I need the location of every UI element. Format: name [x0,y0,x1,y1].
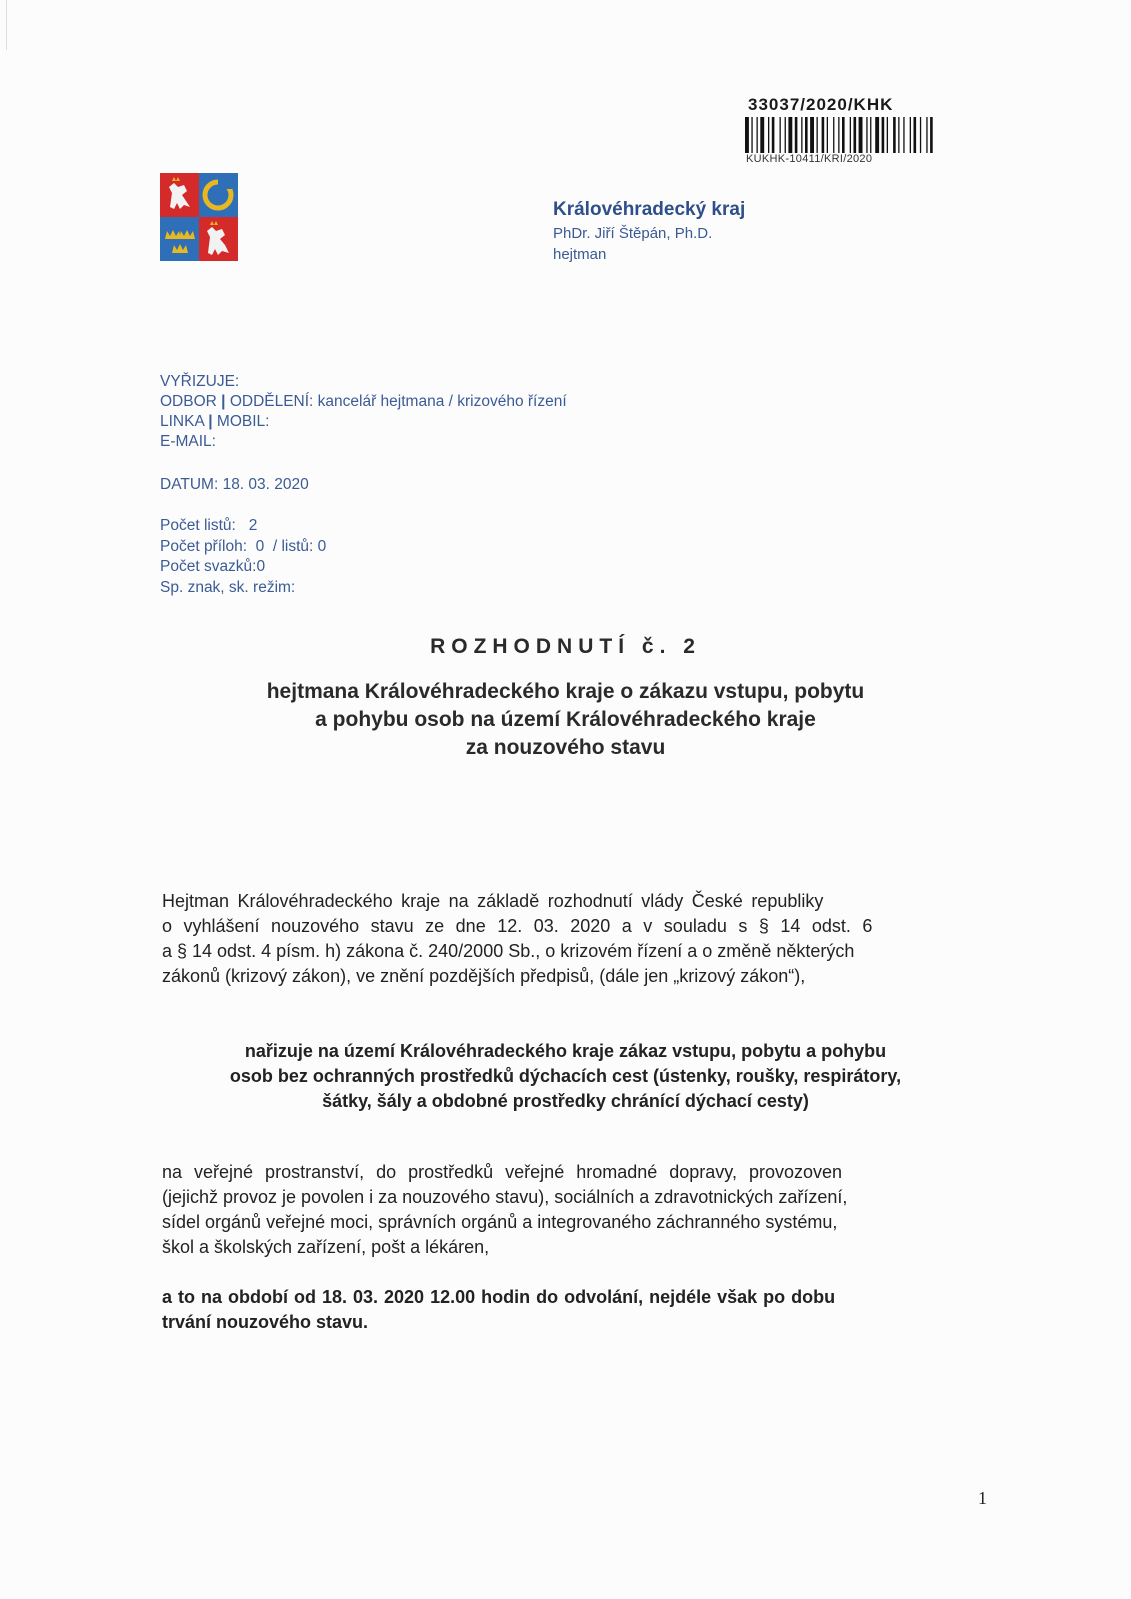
meta-date: DATUM: 18. 03. 2020 [160,476,309,493]
period-paragraph [162,1285,988,1335]
intro-line: Hejtman Královéhradeckého kraje na základě rozhodnutí vlády České republiky [162,891,824,911]
meta-sheets: Počet listů: 2 [160,517,258,534]
decision-subtitle-line2: a pohybu osob na území Královéhradeckého kraje [315,708,816,731]
official-role: hejtman [553,246,607,263]
meta-department [160,392,567,413]
meta-mark: Sp. znak, sk. režim: [160,579,296,596]
scope-line: sídel orgánů veřejné moci, správních orgánů a integrovaného záchranného systému, [162,1212,838,1232]
decision-subtitle-line3: za nouzového stavu [465,736,666,759]
intro-line: zákonů (krizový zákon), ve znění pozdějších předpisů, (dále jen „krizový zákon“), [162,966,806,986]
meta-handled-by: VYŘIZUJE: [160,373,240,390]
scope-line: (jejichž provoz je povolen i za nouzového stavu), sociálních a zdravotnických zařízení, [162,1187,848,1207]
reference-number: 33037/2020/KHK [748,95,894,114]
order-line2: osob bez ochranných prostředků dýchacích cest (ústenky, roušky, respirátory, [229,1066,902,1086]
order-line3: šátky, šály a obdobné prostředky chránící dýchací cesty) [322,1091,809,1111]
order-line1: nařizuje na území Královéhradeckého kraje zákaz vstupu, pobytu a pohybu [244,1041,887,1061]
official-name: PhDr. Jiří Štěpán, Ph.D. [553,225,713,242]
decision-heading: ROZHODNUTÍ č. 2 [430,635,701,658]
scope-paragraph [162,1160,988,1260]
intro-line: o vyhlášení nouzového stavu ze dne 12. 03. 2020 a v souladu s § 14 odst. 6 [162,916,873,936]
meta-phone-label-b: MOBIL: [216,413,270,430]
barcode-text: KUKHK-10411/KRI/2020 [746,153,873,165]
period-line: trvání nouzového stavu. [162,1312,369,1332]
meta-separator: | [208,413,213,430]
page-number: 1 [978,1488,987,1508]
organization-name: Královéhradecký kraj [553,199,746,220]
meta-email: E-MAIL: [160,433,216,450]
meta-separator: | [221,393,226,410]
intro-line: a § 14 odst. 4 písm. h) zákona č. 240/2000 Sb., o krizovém řízení a o změně některých [162,941,855,961]
coat-of-arms-logo [160,173,238,261]
period-line: a to na období od 18. 03. 2020 12.00 hodin do odvolání, nejdéle však po dobu [162,1287,836,1307]
meta-phone-label-a: LINKA [160,413,204,430]
meta-department-label-a: ODBOR [160,393,217,410]
scope-line: na veřejné prostranství, do prostředků veřejné hromadné dopravy, provozoven [162,1162,843,1182]
barcode [745,117,988,153]
meta-phone [160,412,269,433]
meta-attachments: Počet příloh: 0 / listů: 0 [160,538,327,555]
meta-department-label-b: ODDĚLENÍ: kancelář hejtmana / krizového řízení [229,393,567,410]
scope-line: škol a školských zařízení, pošt a lékáren, [162,1237,490,1257]
meta-bundles: Počet svazků:0 [160,558,266,575]
decision-subtitle-line1: hejtmana Královéhradeckého kraje o zákazu vstupu, pobytu [266,680,865,703]
intro-paragraph [162,889,988,989]
scan-edge-mark [6,0,7,50]
